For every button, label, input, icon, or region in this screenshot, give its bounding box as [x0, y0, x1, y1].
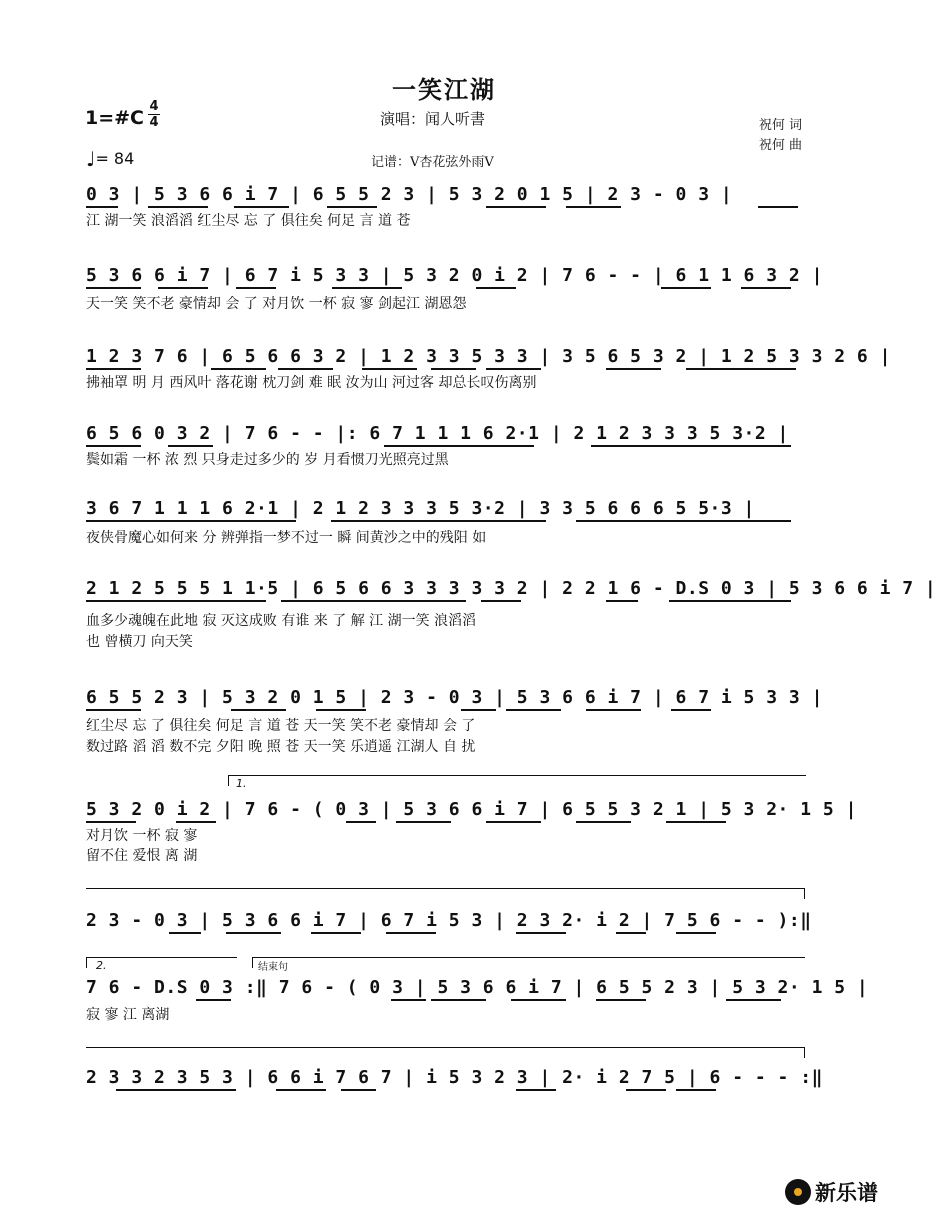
lyric-line-4a: 鬓如霜 一杯 浓 烈 只身走过多少的 岁 月看惯刀光照亮过黑	[86, 452, 449, 468]
beam-lines-3	[86, 368, 806, 370]
ending-continuation-line	[86, 1047, 805, 1058]
lyric-line-8a: 对月饮 一杯 寂 寥	[86, 828, 198, 844]
beam-lines-1	[86, 206, 806, 208]
lyric-line-6a: 血多少魂魄在此地 寂 灭这成败 有谁 来 了 解 江 湖一笑 浪滔滔	[86, 613, 477, 629]
singer-credit: 演唱：闻人听書	[380, 110, 486, 128]
watermark-text: 新乐谱	[815, 1181, 878, 1205]
lyric-line-3a: 拂袖罩 明 月 西风叶 落花谢 枕刀剑 难 眠 汝为山 河过客 却总长叹伤离别	[86, 375, 537, 391]
volta-label-2: 2.	[96, 959, 107, 972]
notation-line-3: 1 2 3 7 6 | 6 5 6 6 3 2 | 1 2 3 3 5 3 3 | 3 5 6 5 3 2 | 1 2 5 3 3 2 6 |	[86, 346, 891, 367]
time-signature	[148, 100, 160, 129]
time-signature-top: 4	[149, 99, 159, 114]
beam-lines-11	[86, 1089, 806, 1091]
lyric-line-7a: 红尘尽 忘 了 俱往矣 何足 言 道 苍 天一笑 笑不老 豪情却 会 了	[86, 718, 476, 734]
lyric-line-1a: 江 湖一笑 浪滔滔 红尘尽 忘 了 俱往矣 何足 言 道 苍	[86, 213, 411, 229]
volta-continuation-line	[86, 888, 805, 899]
beam-lines-2	[86, 287, 806, 289]
volta-bracket-1	[228, 775, 806, 786]
volta-label-1: 1.	[236, 777, 247, 790]
lyric-line-8b: 留不住 爱恨 离 湖	[86, 848, 198, 864]
watermark-logo	[785, 1177, 878, 1207]
notation-line-1: 0 3 | 5 3 6 6 i 7 | 6 5 5 2 3 | 5 3 2 0 1 5 | 2 3 - 0 3 |	[86, 184, 733, 205]
notation-line-10: 7 6 - D.S 0 3 :‖ 7 6 - ( 0 3 | 5 3 6 6 i 7 | 6 5 5 2 3 | 5 3 2· 1 5 |	[86, 977, 869, 998]
beam-lines-5	[86, 520, 806, 522]
notation-line-2: 5 3 6 6 i 7 | 6 7 i 5 3 3 | 5 3 2 0 i 2 | 7 6 - - | 6 1 1 6 3 2 |	[86, 265, 823, 286]
notation-line-11: 2 3 3 2 3 5 3 | 6 6 i 7 6 7 | i 5 3 2 3 | 2· i 2 7 5 | 6 - - - :‖	[86, 1067, 823, 1088]
lyric-line-5a: 夜侠骨魔心如何来 分 辨弹指一梦不过一 瞬 间黄沙之中的残阳 如	[86, 530, 487, 546]
beam-lines-4	[86, 445, 806, 447]
lyric-line-6b: 也 曾横刀 向天笑	[86, 634, 193, 650]
beam-lines-10	[86, 999, 806, 1001]
key-signature: 1=#C	[85, 107, 145, 129]
beam-lines-9	[86, 932, 806, 934]
ending-label: 结束句	[258, 962, 288, 973]
notation-line-9: 2 3 - 0 3 | 5 3 6 6 i 7 | 6 7 i 5 3 | 2 3 2· i 2 | 7 5 6 - - ):‖	[86, 910, 812, 931]
notation-line-8: 5 3 2 0 i 2 | 7 6 - ( 0 3 | 5 3 6 6 i 7 | 6 5 5 3 2 1 | 5 3 2· 1 5 |	[86, 799, 857, 820]
record-disc-icon	[785, 1179, 811, 1205]
time-signature-bottom: 4	[149, 115, 159, 130]
notation-line-5: 3 6 7 1 1 1 6 2·1 | 2 1 2 3 3 3 5 3·2 | 3 3 5 6 6 6 5 5·3 |	[86, 498, 755, 519]
beam-lines-7	[86, 709, 806, 711]
composer-credit: 祝何 曲	[758, 138, 802, 153]
quarter-note-icon: ♩	[86, 147, 96, 171]
lyric-line-7b: 数过路 滔 滔 数不完 夕阳 晚 照 苍 天一笑 乐逍遥 江湖人 自 扰	[86, 739, 476, 755]
notation-line-7: 6 5 5 2 3 | 5 3 2 0 1 5 | 2 3 - 0 3 | 5 3 6 6 i 7 | 6 7 i 5 3 3 |	[86, 687, 823, 708]
beam-lines-6	[86, 600, 806, 602]
lyric-line-10a: 寂 寥 江 离湖	[86, 1007, 170, 1023]
tempo-marking	[86, 147, 134, 171]
notation-line-4: 6 5 6 0 3 2 | 7 6 - - |: 6 7 1 1 1 6 2·1 | 2 1 2 3 3 3 5 3·2 |	[86, 423, 789, 444]
ending-bracket	[252, 957, 805, 968]
volta-bracket-2	[86, 957, 237, 968]
page-title: 一笑江湖	[392, 76, 496, 104]
beam-lines-8	[86, 821, 806, 823]
lyricist-credit: 祝何 词	[758, 118, 802, 133]
tempo-value: = 84	[95, 149, 135, 168]
notation-line-6: 2 1 2 5 5 5 1 1·5 | 6 5 6 6 3 3 3 3 3 2 | 2 2 1 6 - D.S 0 3 | 5 3 6 6 i 7 |	[86, 578, 936, 599]
lyric-line-2a: 天一笑 笑不老 豪情却 会 了 对月饮 一杯 寂 寥 剑起江 湖恩怨	[86, 296, 467, 312]
transcriber-credit: 记谱：V杏花弦外雨V	[371, 155, 494, 170]
